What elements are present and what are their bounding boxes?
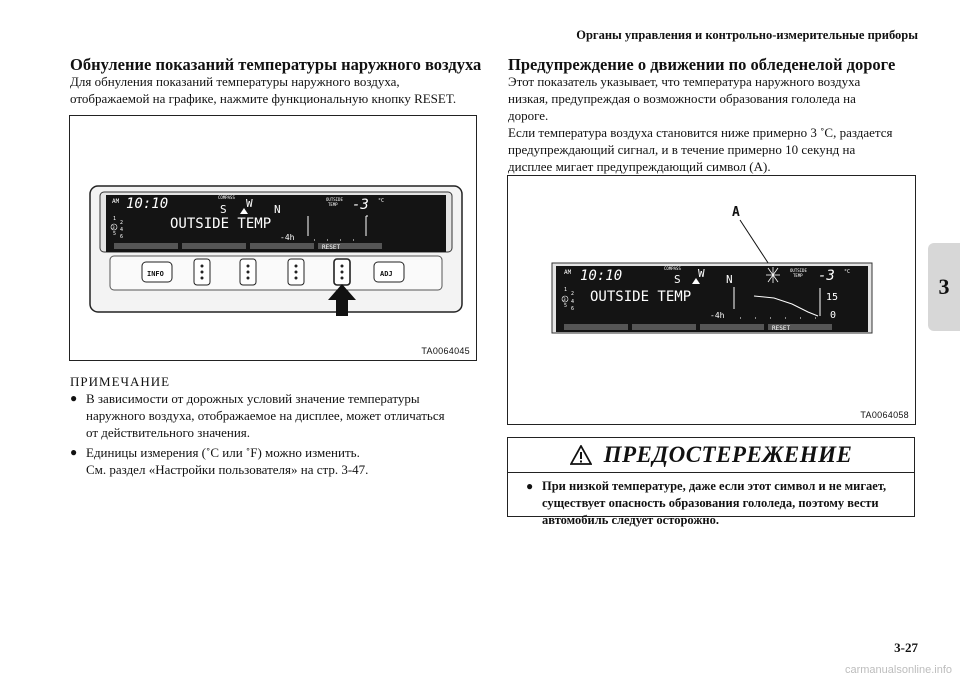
gear-3: 3 xyxy=(112,226,115,231)
page-number: 3-27 xyxy=(894,640,918,655)
graph-min: 0 xyxy=(830,310,837,321)
bullet-icon: ● xyxy=(70,391,78,405)
right-paragraph-line: дисплее мигает предупреждающий символ (A). xyxy=(508,159,771,174)
note-item xyxy=(70,444,490,478)
running-header: Органы управления и контрольно-измерительные приборы xyxy=(576,28,918,42)
left-paragraph-line: Для обнуления показаний температуры наружного воздуха, xyxy=(70,74,400,89)
gear-5: 5 xyxy=(564,303,568,309)
note-line: В зависимости от дорожных условий значение температуры xyxy=(86,391,420,406)
gear-2: 2 xyxy=(120,220,124,226)
callout-a: A xyxy=(732,205,740,220)
softkey-segment xyxy=(632,324,696,330)
right-paragraph-line: дороге. xyxy=(508,108,549,123)
left-heading: Обнуление показаний температуры наружного воздуха xyxy=(70,55,482,74)
temp-unit: °C xyxy=(844,269,851,275)
right-display-illustration xyxy=(508,176,915,424)
outside-label-2: TEMP xyxy=(793,273,803,278)
compass-s: S xyxy=(220,203,227,216)
note-item xyxy=(70,390,490,441)
outside-label-1: OUTSIDE xyxy=(326,197,343,202)
watermark: carmanualsonline.info xyxy=(844,664,952,676)
left-figure-code: TA0064045 xyxy=(421,346,470,356)
clock: 10:10 xyxy=(580,268,623,284)
time-axis-label: -4h xyxy=(710,311,725,320)
gear-1: 1 xyxy=(113,216,117,222)
reset-label: RESET xyxy=(772,325,791,332)
note-line: наружного воздуха, отображаемое на дисплее, может отличаться xyxy=(86,408,445,423)
warning-body xyxy=(508,473,914,535)
button-dot-icon xyxy=(247,265,250,268)
gear-6: 6 xyxy=(120,234,124,240)
compass-label: COMPASS xyxy=(218,195,235,200)
compass-w: W xyxy=(698,267,705,280)
right-heading: Предупреждение о движении по обледенелой дороге xyxy=(508,55,896,74)
softkey-segment xyxy=(182,243,246,249)
compass-s: S xyxy=(674,273,681,286)
button-dot-icon xyxy=(247,271,250,274)
button-dot-icon xyxy=(341,265,344,268)
warning-triangle-icon xyxy=(570,445,592,465)
button-dot-icon xyxy=(341,271,344,274)
am-label: AM xyxy=(112,198,120,205)
bullet-icon: ● xyxy=(70,445,78,459)
button-dot-icon xyxy=(247,277,250,280)
note-line: от действительного значения. xyxy=(86,425,251,440)
button-dot-icon xyxy=(341,277,344,280)
outside-temp-text: OUTSIDE TEMP xyxy=(590,289,692,305)
compass-label: COMPASS xyxy=(664,266,681,271)
softkey-segment xyxy=(114,243,178,249)
warning-line: автомобиль следует осторожно. xyxy=(542,513,719,527)
note-line: Единицы измерения (˚C или ˚F) можно изменить. xyxy=(86,445,360,460)
right-paragraph-line: низкая, предупреждая о возможности образования гололеда на xyxy=(508,91,856,106)
softkey-segment xyxy=(700,324,764,330)
gear-4: 4 xyxy=(120,227,124,233)
warning-line: существует опасность образования гололеда, поэтому вести xyxy=(542,496,879,510)
outside-temp-value: -3 xyxy=(818,268,835,284)
outside-label-1: OUTSIDE xyxy=(790,268,807,273)
gear-3: 3 xyxy=(563,298,566,303)
clock: 10:10 xyxy=(126,196,169,212)
gear-1: 1 xyxy=(564,287,568,293)
adj-button-label: ADJ xyxy=(380,270,393,278)
gear-2: 2 xyxy=(571,291,575,297)
button-dot-icon xyxy=(201,271,204,274)
outside-label-2: TEMP xyxy=(328,202,338,207)
graph-max: 15 xyxy=(826,292,839,303)
left-paragraph-line: отображаемой на графике, нажмите функциональную кнопку RESET. xyxy=(70,91,457,106)
button-dot-icon xyxy=(295,277,298,280)
warning-header xyxy=(508,438,914,473)
compass-n: N xyxy=(726,273,733,286)
note-line: См. раздел «Настройки пользователя» на стр. 3-47. xyxy=(86,462,369,477)
left-figure xyxy=(69,115,477,361)
note-list xyxy=(70,390,490,478)
left-display-illustration xyxy=(70,116,476,360)
outside-temp-value: -3 xyxy=(352,197,369,213)
reset-label: RESET xyxy=(322,244,341,251)
right-paragraph-line: Этот показатель указывает, что температура наружного воздуха xyxy=(508,74,861,89)
right-paragraph-line: Если температура воздуха становится ниже примерно 3 ˚C, раздается xyxy=(508,125,893,140)
gear-6: 6 xyxy=(571,306,575,312)
gear-5: 5 xyxy=(113,231,117,237)
am-label: AM xyxy=(564,269,572,276)
softkey-segment xyxy=(250,243,314,249)
button-dot-icon xyxy=(295,271,298,274)
chapter-tab: 3 xyxy=(928,243,960,331)
compass-n: N xyxy=(274,203,281,216)
warning-title: ПРЕДОСТЕРЕЖЕНИЕ xyxy=(603,442,853,467)
bullet-icon: ● xyxy=(526,479,534,493)
softkey-segment xyxy=(564,324,628,330)
warning-box xyxy=(507,437,915,527)
note-title: ПРИМЕЧАНИЕ xyxy=(70,374,171,389)
button-dot-icon xyxy=(201,277,204,280)
right-figure-code: TA0064058 xyxy=(860,410,909,420)
info-button-label: INFO xyxy=(147,270,164,278)
temp-unit: °C xyxy=(378,198,385,204)
gear-4: 4 xyxy=(571,299,575,305)
right-figure xyxy=(507,175,916,425)
right-paragraph xyxy=(508,73,928,175)
left-paragraph xyxy=(70,73,490,107)
right-paragraph-line: предупреждающий сигнал, и в течение примерно 10 секунд на xyxy=(508,142,856,157)
outside-temp-text: OUTSIDE TEMP xyxy=(170,216,272,232)
time-axis-label: -4h xyxy=(280,233,295,242)
button-dot-icon xyxy=(201,265,204,268)
button-dot-icon xyxy=(295,265,298,268)
warning-line: При низкой температуре, даже если этот символ и не мигает, xyxy=(542,479,887,493)
compass-w: W xyxy=(246,197,253,210)
